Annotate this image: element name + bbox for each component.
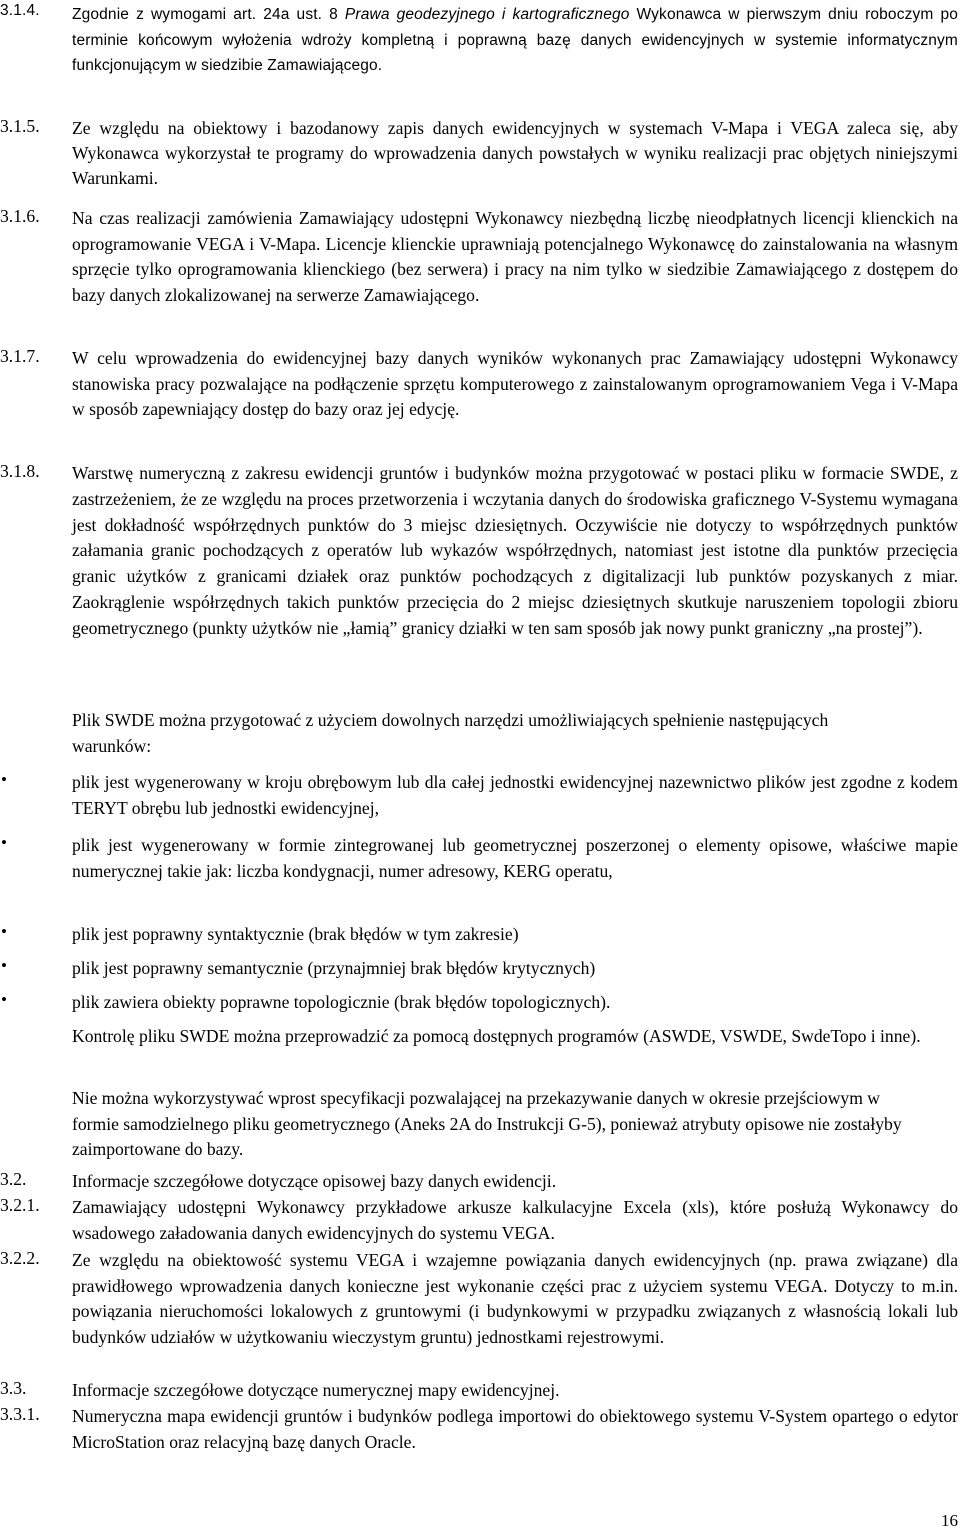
paragraph-number: 3.2.2. bbox=[0, 1248, 40, 1268]
swde-intro-text: Plik SWDE można przygotować z użyciem dowolnych narzędzi umożliwiających spełnienie następujących warunków: bbox=[72, 710, 829, 756]
paragraph-number: 3.1.6. bbox=[0, 206, 40, 226]
paragraph-number: 3.3.1. bbox=[0, 1404, 40, 1424]
list-item-text: plik jest wygenerowany w formie zintegrowanej lub geometrycznej poszerzonej o elementy opisowe, właściwe mapie numerycznej takie jak: liczba kondygnacji, numer adresowy, KERG operatu, bbox=[72, 835, 958, 881]
list-item-text: plik jest wygenerowany w kroju obrębowym lub dla całej jednostki ewidencyjnej nazewnictwo plików jest zgodne z kodem TERYT obrębu lub jednostki ewidencyjnej, bbox=[72, 772, 958, 818]
text-lead: Zgodnie z wymogami art. 24a ust. 8 bbox=[72, 6, 345, 23]
list-item-text: plik jest poprawny semantycznie (przynajmniej brak błędów krytycznych) bbox=[72, 958, 596, 978]
paragraph-number: 3.2.1. bbox=[0, 1195, 40, 1215]
paragraph-number: 3.1.8. bbox=[0, 461, 40, 481]
list-item-text: plik jest poprawny syntaktycznie (brak błędów w tym zakresie) bbox=[72, 924, 519, 944]
bullet-icon: • bbox=[1, 770, 7, 789]
paragraph-text: W celu wprowadzenia do ewidencyjnej bazy danych wyników wykonanych prac Zamawiający udostępni Wykonawcy stanowiska pracy pozwalające na podłączenie sprzętu komputerowego z zainstalowanym oprogramowaniem Vega i V-Mapa w sposób zapewniający dostęp do bazy oraz jej edycję. bbox=[72, 348, 958, 419]
paragraph-text bbox=[72, 2, 958, 79]
swde-note-text: Nie można wykorzystywać wprost specyfikacji pozwalającej na przekazywanie danych w okresie przejściowym w formie samodzielnego pliku geometrycznego (Aneks 2A do Instrukcji G-5), ponieważ atrybuty opisowe nie zostałyby zaimportowane do bazy. bbox=[72, 1088, 902, 1159]
swde-control-text: Kontrolę pliku SWDE można przeprowadzić za pomocą dostępnych programów (ASWDE, VSWDE, SwdeTopo i inne). bbox=[72, 1026, 921, 1046]
paragraph-text: Ze względu na obiektowość systemu VEGA i wzajemne powiązania danych ewidencyjnych (np. prawa związane) dla prawidłowego wprowadzenia danych konieczne jest wykonanie części prac z użyciem systemu VEGA. Dotyczy to m.in. powiązania nieruchomości lokalowych z gruntowymi (i budynkowymi w przypadku związanych z własnością lokali lub budynków udziałów w użytkowaniu wieczystym gruntu) jednostkami rejestrowymi. bbox=[72, 1250, 958, 1347]
section-number: 3.2. bbox=[0, 1169, 27, 1189]
bullet-icon: • bbox=[1, 922, 7, 941]
list-item-text: plik zawiera obiekty poprawne topologicznie (brak błędów topologicznych). bbox=[72, 992, 611, 1012]
section-number: 3.3. bbox=[0, 1378, 27, 1398]
paragraph-number: 3.1.7. bbox=[0, 346, 40, 366]
bullet-icon: • bbox=[1, 833, 7, 852]
paragraph-text: Zamawiający udostępni Wykonawcy przykładowe arkusze kalkulacyjne Excela (xls), które posłużą Wykonawcy do wsadowego załadowania danych ewidencyjnych do systemu VEGA. bbox=[72, 1197, 958, 1243]
paragraph-number: 3.1.5. bbox=[0, 116, 40, 136]
paragraph-text: Na czas realizacji zamówienia Zamawiający udostępni Wykonawcy niezbędną liczbę nieodpłatnych licencji klienckich na oprogramowanie VEGA i V-Mapa. Licencje klienckie uprawniają potencjalnego Wykonawcę do zainstalowania na własnym sprzęcie tylko oprogramowania klienckiego (bez serwera) i pracy na nim tylko w siedzibie Zamawiającego z dostępem do bazy danych zlokalizowanej na serwerze Zamawiającego. bbox=[72, 208, 958, 305]
bullet-icon: • bbox=[1, 990, 7, 1009]
law-title: Prawa geodezyjnego i kartograficznego bbox=[344, 6, 630, 23]
text-rest: Wykonawca w pierwszym dniu roboczym po terminie końcowym wyłożenia wdroży kompletną i poprawną bazę danych ewidencyjnych w systemie informatycznym funkcjonującym w siedzibie Zamawiającego. bbox=[72, 6, 959, 74]
page-number: 16 bbox=[941, 1511, 958, 1530]
bullet-icon: • bbox=[1, 956, 7, 975]
section-heading: Informacje szczegółowe dotyczące opisowej bazy danych ewidencji. bbox=[72, 1171, 557, 1191]
paragraph-text: Ze względu na obiektowy i bazodanowy zapis danych ewidencyjnych w systemach V-Mapa i VEGA zaleca się, aby Wykonawca wykorzystał te programy do wprowadzenia danych powstałych w wyniku realizacji prac objętych niniejszymi Warunkami. bbox=[72, 118, 958, 188]
paragraph-text: Numeryczna mapa ewidencji gruntów i budynków podlega importowi do obiektowego systemu V-System opartego o edytor MicroStation oraz relacyjną bazę danych Oracle. bbox=[72, 1406, 958, 1452]
section-heading: Informacje szczegółowe dotyczące numerycznej mapy ewidencyjnej. bbox=[72, 1380, 560, 1400]
paragraph-number: 3.1.4. bbox=[0, 2, 40, 19]
paragraph-text: Warstwę numeryczną z zakresu ewidencji gruntów i budynków można przygotować w postaci pliku w formacie SWDE, z zastrzeżeniem, że ze względu na proces przetworzenia i wczytania danych do środowiska graficznego V-Systemu wymagana jest dokładność współrzędnych punktów do 3 miejsc dziesiętnych. Oczywiście nie dotyczy to współrzędnych punktów załamania granic pochodzących z operatów lub wykazów współrzędnych, natomiast jest istotne dla punktów przecięcia granic użytków z granicami działek oraz punktów pochodzących z digitalizacji lub punktów pozyskanych z miar. Zaokrąglenie współrzędnych takich punktów przecięcia do 2 miejsc dziesiętnych skutkuje naruszeniem topologii zbioru geometrycznego (punkty użytków nie „łamią” granicy działki w ten sam sposób jak nowy punkt graniczny „na prostej”). bbox=[72, 463, 958, 638]
